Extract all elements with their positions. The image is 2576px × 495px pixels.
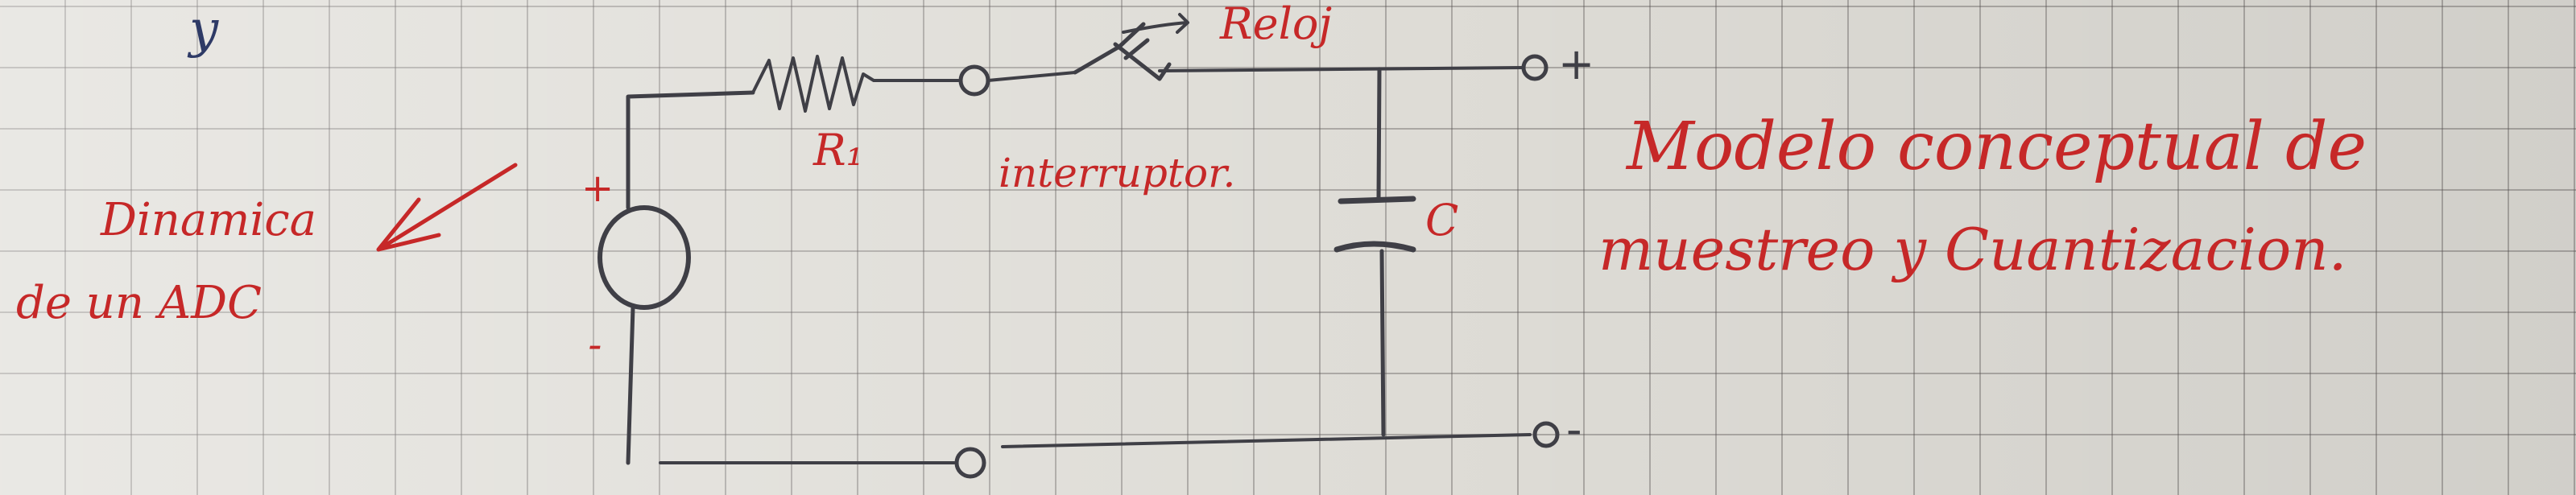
wire-to-switch <box>988 72 1075 80</box>
clock-label: Reloj <box>1220 0 1333 49</box>
right-note-line1: Modelo conceptual de <box>1627 109 2367 185</box>
capacitor-bottom-lead <box>1382 251 1383 435</box>
left-note-line2: de un ADC <box>16 277 262 329</box>
source-top-wire <box>628 93 753 145</box>
output-top-node <box>1524 56 1546 79</box>
bottom-rail-wire-right <box>1003 435 1530 447</box>
source-lead-bottom <box>628 307 633 463</box>
left-note-line1: Dinamica <box>101 194 317 246</box>
output-minus-sign: - <box>1566 404 1582 455</box>
source-minus-sign: - <box>588 323 602 368</box>
switch-label: interruptor. <box>999 150 1236 196</box>
source-plus-sign: + <box>581 166 614 211</box>
resistor-symbol <box>753 56 958 111</box>
right-note-line2: muestreo y Cuantizacion. <box>1598 216 2347 283</box>
output-plus-sign: + <box>1558 39 1595 89</box>
capacitor-plate-bottom <box>1337 244 1413 250</box>
output-bottom-node <box>1535 423 1557 446</box>
capacitor-plate-top <box>1341 199 1413 201</box>
annotation-arrow <box>378 165 515 250</box>
bottom-terminal-node <box>957 449 984 476</box>
switch-arc-arrow <box>1123 14 1188 32</box>
top-text: y <box>189 0 219 60</box>
top-rail-wire <box>1160 68 1522 71</box>
resistor-terminal-node <box>961 67 988 94</box>
resistor-label: R₁ <box>813 125 864 175</box>
capacitor-label: C <box>1425 195 1459 245</box>
voltage-source-symbol <box>600 208 688 307</box>
